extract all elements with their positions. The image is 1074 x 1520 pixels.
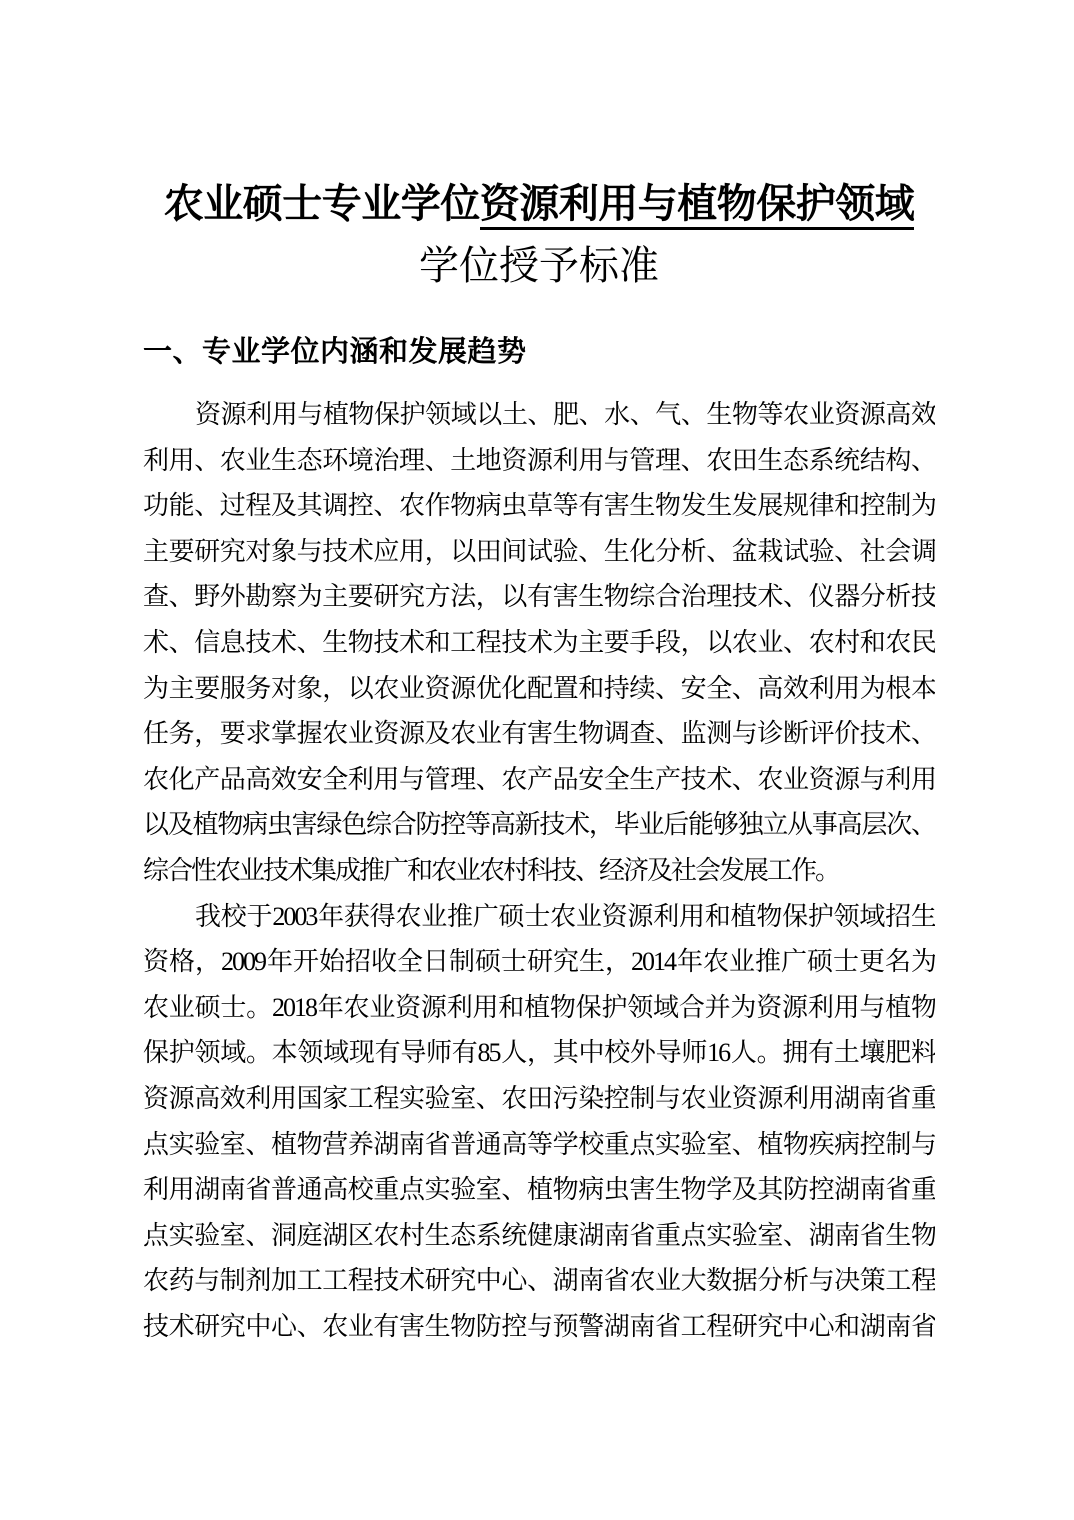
title-line-1 — [143, 173, 935, 235]
paragraph-2-line: 利用湖南省普通高校重点实验室、植物病虫害生物学及其防控湖南省重 — [143, 1175, 935, 1205]
paragraph-1-line: 功能、过程及其调控、农作物病虫草等有害生物发生发展规律和控制为 — [143, 491, 935, 521]
paragraph-1-line: 综合性农业技术集成推广和农业农村科技、经济及社会发展工作。 — [143, 855, 840, 885]
paragraph-1-line: 以及植物病虫害绿色综合防控等高新技术，毕业后能够独立从事高层次、 — [143, 810, 935, 840]
paragraph-2-line: 资格，2009年开始招收全日制硕士研究生，2014年农业推广硕士更名为 — [143, 947, 935, 977]
paragraph-1-line: 主要研究对象与技术应用，以田间试验、生化分析、盆栽试验、社会调 — [143, 536, 935, 566]
paragraph-2-line: 我校于2003年获得农业推广硕士农业资源利用和植物保护领域招生 — [195, 901, 935, 931]
document-body — [143, 392, 935, 1349]
paragraph-2-line: 点实验室、植物营养湖南省普通高等学校重点实验室、植物疾病控制与 — [143, 1129, 935, 1159]
paragraph-1-line: 术、信息技术、生物技术和工程技术为主要手段，以农业、农村和农民 — [143, 627, 935, 657]
section-heading: 一、专业学位内涵和发展趋势 — [143, 336, 527, 368]
title-line-2: 学位授予标准 — [419, 243, 659, 288]
title-text-plain: 农业硕士专业学位 — [163, 182, 480, 226]
paragraph-1-line: 资源利用与植物保护领域以土、肥、水、气、生物等农业资源高效 — [195, 400, 935, 429]
paragraph-2-line: 保护领域。本领域现有导师有85人，其中校外导师16人。拥有土壤肥料 — [143, 1038, 935, 1068]
paragraph-2-line: 技术研究中心、农业有害生物防控与预警湖南省工程研究中心和湖南省 — [143, 1311, 935, 1341]
paragraph-1-line: 利用、农业生态环境治理、土地资源利用与管理、农田生态系统结构、 — [143, 445, 935, 475]
paragraph-2-line: 农药与制剂加工工程技术研究中心、湖南省农业大数据分析与决策工程 — [143, 1266, 935, 1296]
paragraph-1-line: 任务，要求掌握农业资源及农业有害生物调查、监测与诊断评价技术、 — [143, 719, 935, 749]
title-text-underlined: 资源利用与植物保护领域 — [480, 182, 915, 230]
paragraph-2-line: 资源高效利用国家工程实验室、农田污染控制与农业资源利用湖南省重 — [143, 1083, 935, 1113]
paragraph-1-line: 农化产品高效安全利用与管理、农产品安全生产技术、农业资源与利用 — [143, 764, 935, 794]
paragraph-1-line: 查、野外勘察为主要研究方法，以有害生物综合治理技术、仪器分析技 — [143, 582, 935, 612]
document-title — [143, 173, 935, 297]
paragraph-2-line: 点实验室、洞庭湖区农村生态系统健康湖南省重点实验室、湖南省生物 — [143, 1220, 935, 1250]
paragraph-1-line: 为主要服务对象，以农业资源优化配置和持续、安全、高效利用为根本 — [143, 673, 935, 703]
paragraph-2-line: 农业硕士。2018年农业资源利用和植物保护领域合并为资源利用与植物 — [143, 992, 935, 1022]
